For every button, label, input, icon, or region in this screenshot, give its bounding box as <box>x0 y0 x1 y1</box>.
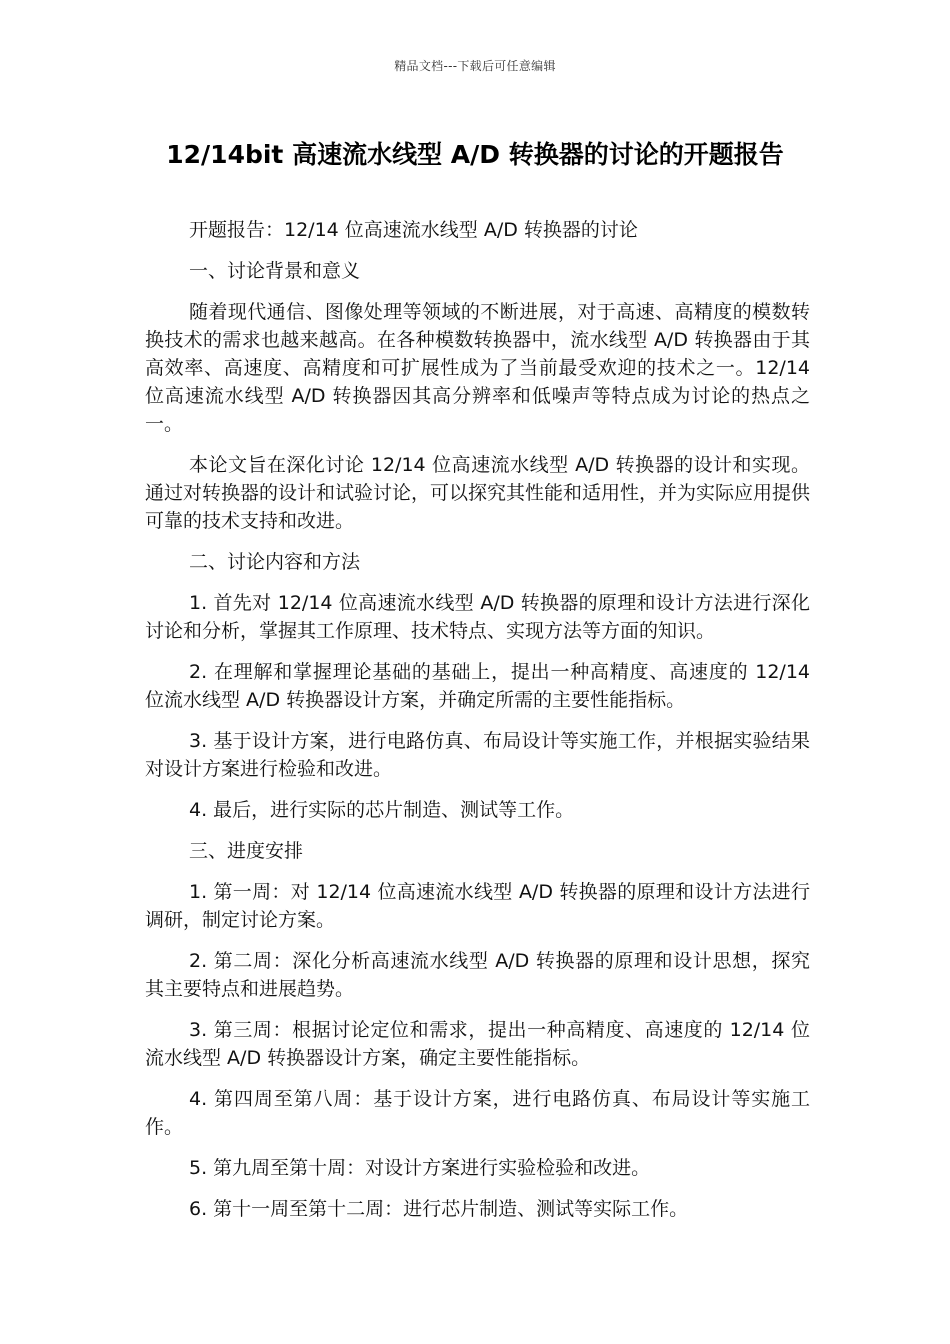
schedule-item-3: 3. 第三周：根据讨论定位和需求，提出一种高精度、高速度的 12/14 位流水线型 A/D 转换器设计方案，确定主要性能指标。 <box>145 1019 810 1069</box>
schedule-item-6: 6. 第十一周至第十二周：进行芯片制造、测试等实际工作。 <box>189 1198 689 1220</box>
schedule-item-4: 4. 第四周至第八周：基于设计方案，进行电路仿真、布局设计等实施工作。 <box>145 1088 810 1138</box>
schedule-item-5: 5. 第九周至第十周：对设计方案进行实验检验和改进。 <box>189 1157 651 1179</box>
method-item-4: 4. 最后，进行实际的芯片制造、测试等工作。 <box>189 799 575 821</box>
schedule-item-2: 2. 第二周：深化分析高速流水线型 A/D 转换器的原理和设计思想，探究其主要特点和进展趋势。 <box>145 950 810 1000</box>
report-subtitle: 开题报告：12/14 位高速流水线型 A/D 转换器的讨论 <box>189 219 638 241</box>
method-item-3: 3. 基于设计方案，进行电路仿真、布局设计等实施工作，并根据实验结果对设计方案进行检验和改进。 <box>145 730 810 780</box>
paragraph-background-2: 本论文旨在深化讨论 12/14 位高速流水线型 A/D 转换器的设计和实现。通过对转换器的设计和试验讨论，可以探究其性能和适用性，并为实际应用提供可靠的技术支持和改进。 <box>145 454 811 532</box>
document-title: 12/14bit 高速流水线型 A/D 转换器的讨论的开题报告 <box>166 140 784 169</box>
schedule-item-1: 1. 第一周：对 12/14 位高速流水线型 A/D 转换器的原理和设计方法进行调研，制定讨论方案。 <box>145 881 810 931</box>
document-body <box>145 216 810 1236</box>
section-heading-methods: 二、讨论内容和方法 <box>189 551 361 573</box>
paragraph-background-1: 随着现代通信、图像处理等领域的不断进展，对于高速、高精度的模数转换技术的需求也越来越高。在各种模数转换器中，流水线型 A/D 转换器由于其高效率、高速度、高精度和可扩展性成为了当前最受欢迎的技术之一。12/14 位高速流水线型 A/D 转换器因其高分辨率和低噪声等特点成为讨论的热点之一。 <box>145 301 810 435</box>
section-heading-schedule: 三、进度安排 <box>189 840 304 862</box>
method-item-1: 1. 首先对 12/14 位高速流水线型 A/D 转换器的原理和设计方法进行深化讨论和分析，掌握其工作原理、技术特点、实现方法等方面的知识。 <box>145 592 810 642</box>
header-note: 精品文档---下载后可任意编辑 <box>394 59 556 73</box>
method-item-2: 2. 在理解和掌握理论基础的基础上，提出一种高精度、高速度的 12/14 位流水线型 A/D 转换器设计方案，并确定所需的主要性能指标。 <box>145 661 810 711</box>
section-heading-background: 一、讨论背景和意义 <box>189 260 361 282</box>
